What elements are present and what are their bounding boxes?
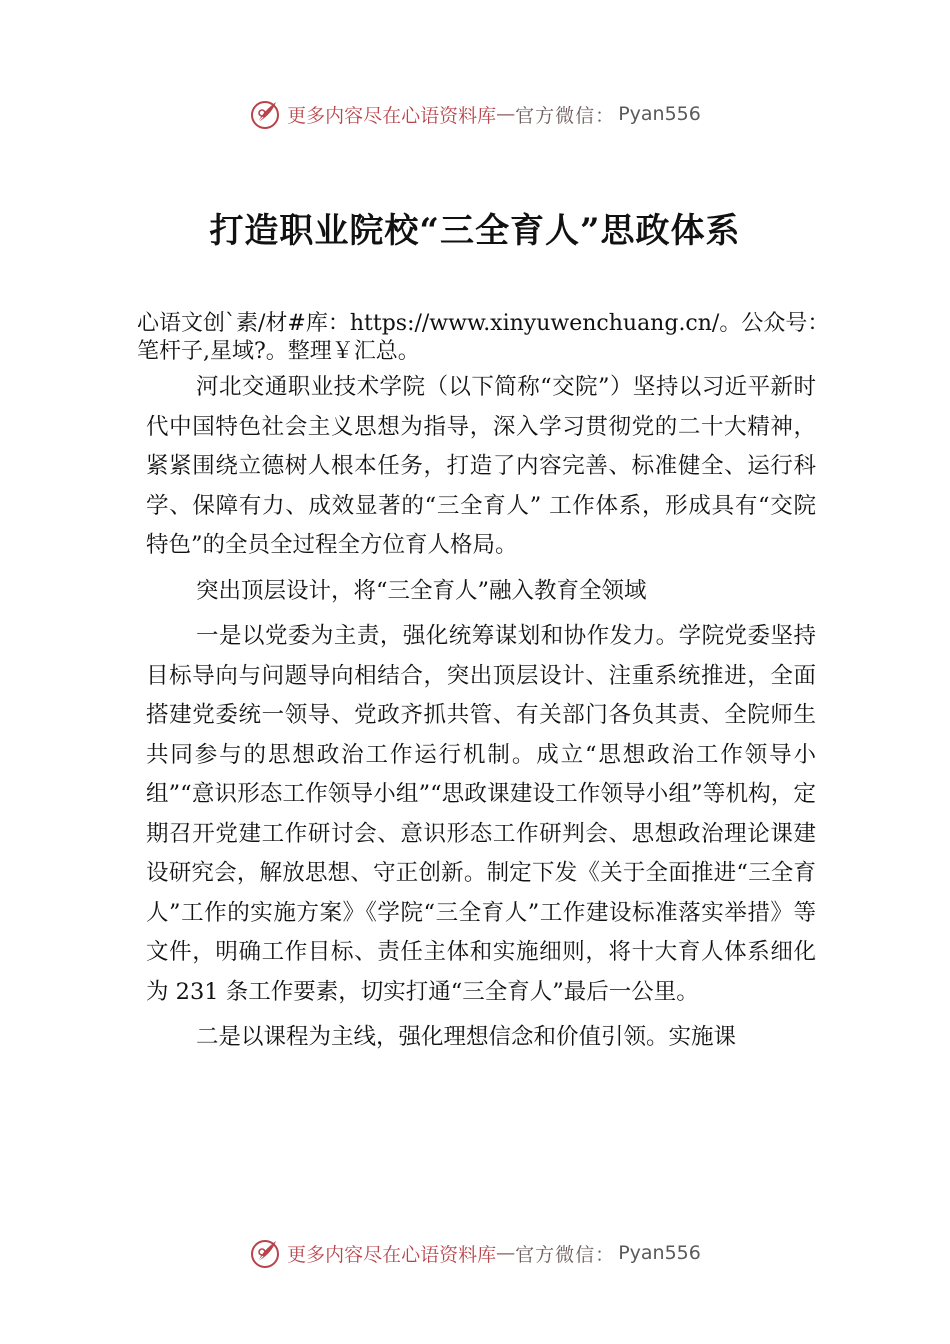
banner-label: 官方微信	[515, 1243, 596, 1266]
banner-separator: —	[496, 1242, 516, 1264]
footer-banner	[0, 1233, 950, 1273]
paragraph: 二是以课程为主线，强化理想信念和价值引领。实施课	[196, 1024, 737, 1050]
source-credit: 心语文创`素/材#库：https://www.xinyuwenchuang.cn/。公众号：笔杆子,星域?。整理￥汇总。	[137, 311, 830, 364]
banner-wechat-id: Pyan556	[618, 1242, 701, 1264]
paragraph: 河北交通职业技术学院（以下简称“交院”）坚持以习近平新时代中国特色社会主义思想为指导，深入学习贯彻党的二十大精神，紧紧围绕立德树人根本任务，打造了内容完善、标准健全、运行科学、保障有力、成效显著的“三全育人” 工作体系，形成具有“交院特色”的全员全过程全方位育人格局。	[146, 374, 816, 558]
banner-text: 更多内容尽在心语资料库	[287, 104, 497, 127]
document-body	[146, 368, 816, 1058]
section-heading: 突出顶层设计，将“三全育人”融入教育全领域	[196, 577, 647, 604]
banner-separator: —	[496, 103, 516, 125]
banner-text: 更多内容尽在心语资料库	[287, 1243, 497, 1266]
document-title: 打造职业院校“三全育人”思政体系	[209, 211, 741, 251]
banner-colon: ：	[595, 104, 615, 127]
quill-logo-icon	[249, 1237, 281, 1269]
quill-logo-icon	[249, 98, 281, 130]
header-banner	[0, 94, 950, 134]
banner-label: 官方微信	[515, 104, 596, 127]
paragraph: 一是以党委为主责，强化统筹谋划和协作发力。学院党委坚持目标导向与问题导向相结合，突出顶层设计、注重系统推进，全面搭建党委统一领导、党政齐抓共管、有关部门各负其责、全院师生共同参与的思想政治工作运行机制。成立“思想政治工作领导小组”“意识形态工作领导小组”“思政课建设工作领导小组”等机构，定期召开党建工作研讨会、意识形态工作研判会、思想政治理论课建设研究会，解放思想、守正创新。制定下发《关于全面推进“三全育人”工作的实施方案》《学院“三全育人”工作建设标准落实举措》等文件，明确工作目标、责任主体和实施细则，将十大育人体系细化为 231 条工作要素，切实打通“三全育人”最后一公里。	[146, 623, 816, 1005]
banner-colon: ：	[595, 1243, 615, 1266]
banner-wechat-id: Pyan556	[618, 103, 701, 125]
